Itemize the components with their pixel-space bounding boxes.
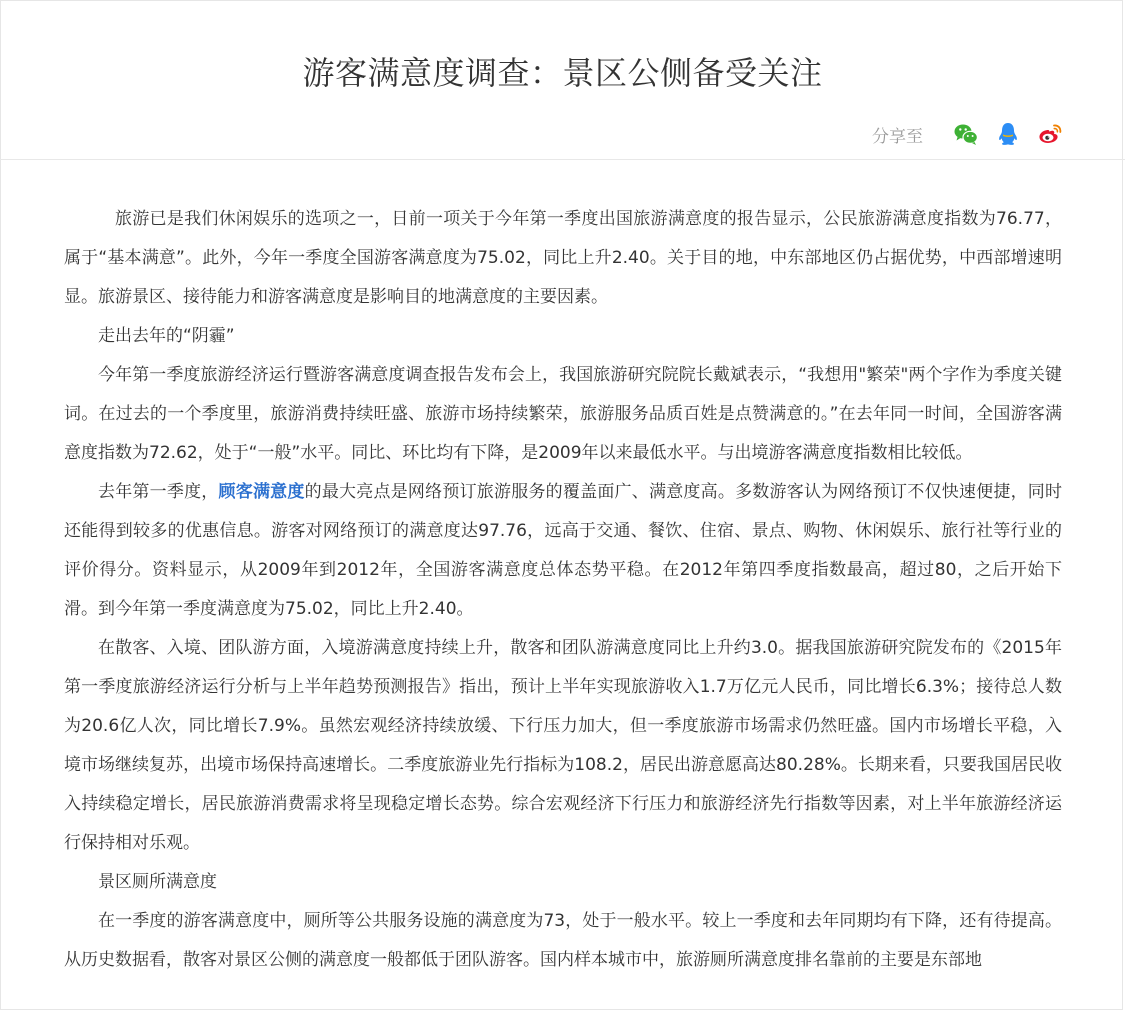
header-divider xyxy=(0,159,1125,160)
keyword-link[interactable]: 顾客满意度 xyxy=(218,482,305,502)
section-heading-2: 景区厕所满意度 xyxy=(98,872,217,892)
article-body xyxy=(64,200,1062,980)
paragraph-3-after: 的最大亮点是网络预订旅游服务的覆盖面广、满意度高。多数游客认为网络预订不仅快速便捷，同时还能得到较多的优惠信息。游客对网络预订的满意度达97.76，远高于交通、餐饮、住宿、景点、购物、休闲娱乐、旅行社等行业的评价得分。资料显示，从2009年到2012年，全国游客满意度总体态势平稳。在2012年第四季度指数最高，超过80，之后开始下滑。到今年第一季度满意度为75.02，同比上升2.40。 xyxy=(64,482,1063,619)
paragraph-3 xyxy=(64,473,1062,629)
paragraph-2: 今年第一季度旅游经济运行暨游客满意度调查报告发布会上，我国旅游研究院院长戴斌表示，“我想用"繁荣"两个字作为季度关键词。在过去的一个季度里，旅游消费持续旺盛、旅游市场持续繁荣，旅游服务品质百姓是点赞满意的。”在去年同一时间，全国游客满意度指数为72.62，处于“一般”水平。同比、环比均有下降，是2009年以来最低水平。与出境游客满意度指数相比较低。 xyxy=(64,365,1062,463)
weibo-icon[interactable] xyxy=(1037,121,1063,147)
qq-icon[interactable] xyxy=(995,121,1021,147)
paragraph-4: 在散客、入境、团队游方面，入境游满意度持续上升，散客和团队游满意度同比上升约3.0。据我国旅游研究院发布的《2015年第一季度旅游经济运行分析与上半年趋势预测报告》指出，预计上半年实现旅游收入1.7万亿元人民币，同比增长6.3%；接待总人数为20.6亿人次，同比增长7.9%。虽然宏观经济持续放缓、下行压力加大，但一季度旅游市场需求仍然旺盛。国内市场增长平稳，入境市场继续复苏，出境市场保持高速增长。二季度旅游业先行指标为108.2，居民出游意愿高达80.28%。长期来看，只要我国居民收入持续稳定增长，居民旅游消费需求将呈现稳定增长态势。综合宏观经济下行压力和旅游经济先行指数等因素，对上半年旅游经济运行保持相对乐观。 xyxy=(64,638,1062,853)
share-label: 分享至 xyxy=(872,126,923,147)
wechat-icon[interactable] xyxy=(953,121,979,147)
paragraph-intro: 旅游已是我们休闲娱乐的选项之一，日前一项关于今年第一季度出国旅游满意度的报告显示，公民旅游满意度指数为76.77，属于“基本满意”。此外，今年一季度全国游客满意度为75.02，同比上升2.40。关于目的地，中东部地区仍占据优势，中西部增速明显。旅游景区、接待能力和游客满意度是影响目的地满意度的主要因素。 xyxy=(64,209,1062,307)
article-title: 游客满意度调查：景区公侧备受关注 xyxy=(302,54,823,92)
section-heading-1: 走出去年的“阴霾” xyxy=(98,326,235,346)
share-bar xyxy=(872,119,1063,149)
paragraph-3-before: 去年第一季度， xyxy=(98,482,219,502)
paragraph-6: 在一季度的游客满意度中，厕所等公共服务设施的满意度为73，处于一般水平。较上一季度和去年同期均有下降，还有待提高。从历史数据看，散客对景区公侧的满意度一般都低于团队游客。国内样本城市中，旅游厕所满意度排名靠前的主要是东部地 xyxy=(64,911,1062,970)
